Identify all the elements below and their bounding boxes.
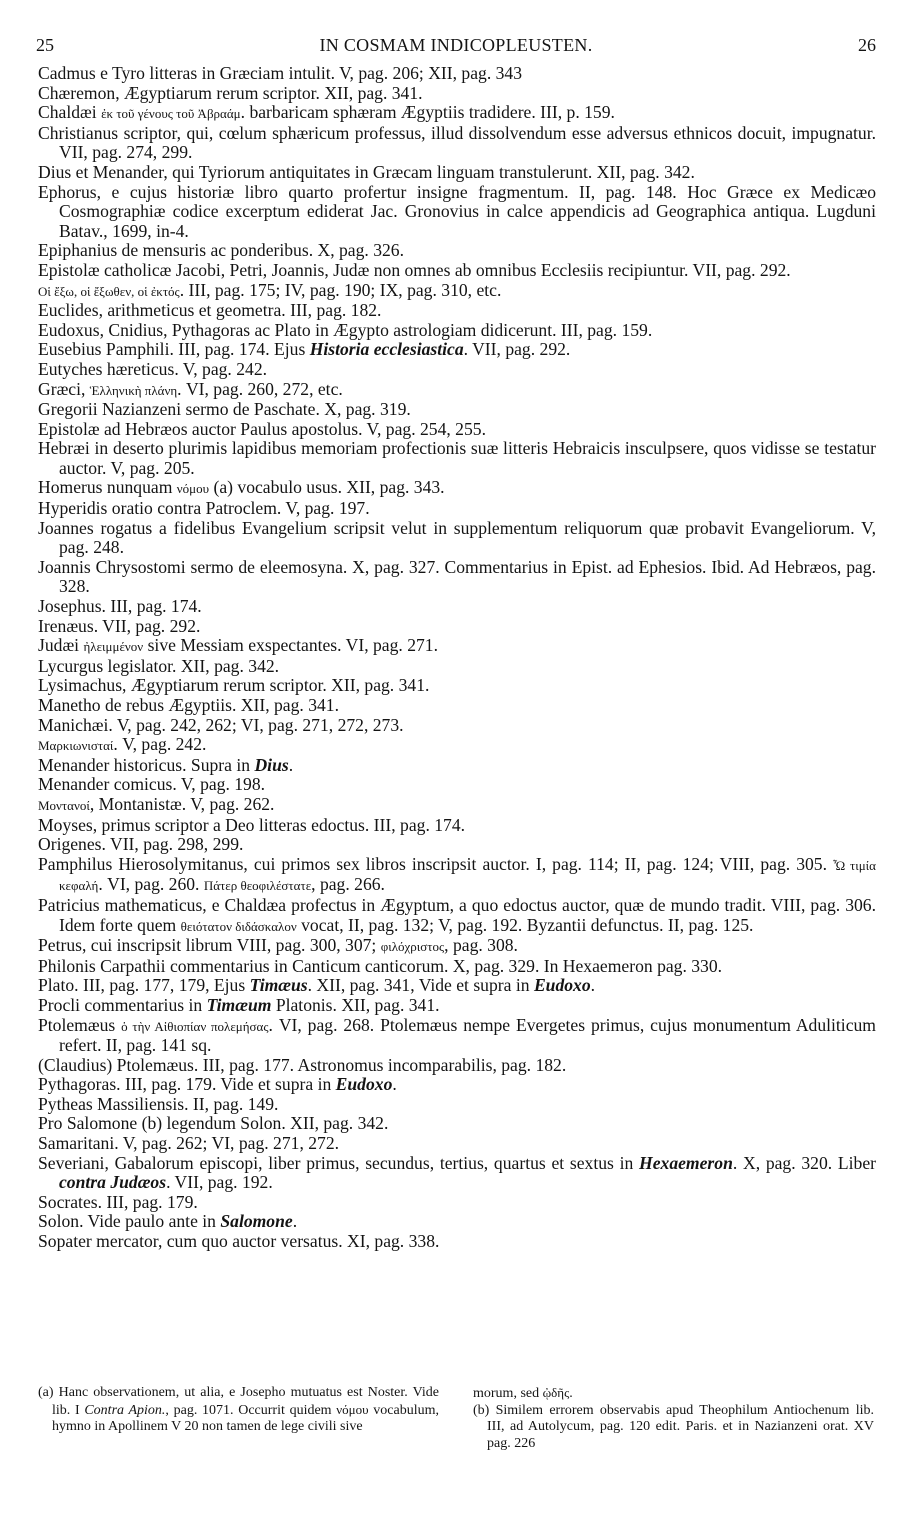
text-run: . barbaricam sphæram Ægyptiis tradidere. III, p. 159. xyxy=(240,102,615,123)
text-run: . xyxy=(590,975,596,996)
index-entry xyxy=(38,1212,876,1232)
index-entry xyxy=(38,1134,876,1154)
text-run: Gregorii Nazianzeni sermo de Paschate. X, pag. 319. xyxy=(38,399,411,420)
text-run: (a) Hanc observationem, ut alia, e Josepho mutuatus est Noster. Vide lib. I xyxy=(38,1385,439,1418)
text-run: vocabulum, hymno in Apollinem V 20 non tamen de lege civili sive xyxy=(52,1402,439,1435)
index-entry xyxy=(38,1193,876,1213)
italic-reference: contra Judæos xyxy=(59,1172,167,1193)
text-run: , Montanistæ. V, pag. 262. xyxy=(89,793,275,814)
italic-reference: Contra Apion. xyxy=(84,1402,166,1418)
index-entry xyxy=(38,439,876,478)
text-run: Homerus nunquam xyxy=(38,477,177,498)
text-run: , pag. 266. xyxy=(311,874,385,895)
greek-text: Οἱ ἔξω, οἱ ἔξωθεν, οἱ ἐκτός xyxy=(38,283,180,299)
text-run: Christianus scriptor, qui, cœlum sphæricum professus, illud dissolvendum esse adversus ethnicos docuit, impugnatur. VII, pag. 274, 299. xyxy=(38,122,876,163)
text-run: sive Messiam exspectantes. VI, pag. 271. xyxy=(143,635,438,656)
text-run: Joannes rogatus a fidelibus Evangelium scripsit velut in supplementum reliquorum quæ probavit Evangeliorum. V, pag. 248. xyxy=(38,517,876,558)
index-entry xyxy=(38,617,876,637)
text-run: . V, pag. 242. xyxy=(113,734,207,755)
index-entry xyxy=(38,657,876,677)
text-run: Eudoxus, Cnidius, Pythagoras ac Plato in Ægypto astrologiam didicerunt. III, pag. 159. xyxy=(38,319,653,340)
text-run: Moyses, primus scriptor a Deo litteras edoctus. III, pag. 174. xyxy=(38,814,466,835)
index-entry xyxy=(38,597,876,617)
text-run: Platonis. XII, pag. 341. xyxy=(271,994,440,1015)
index-entry xyxy=(38,936,876,957)
text-run: . III, pag. 175; IV, pag. 190; IX, pag. 310, etc. xyxy=(179,279,502,300)
text-run: , pag. 308. xyxy=(444,935,518,956)
text-run: Philonis Carpathii commentarius in Canticum canticorum. X, pag. 329. In Hexaemeron pag. 330. xyxy=(38,955,723,976)
text-run: Epiphanius de mensuris ac ponderibus. X, pag. 326. xyxy=(38,240,404,261)
text-run: vocat, II, pag. 132; V, pag. 192. Byzantii defunctus. II, pag. 125. xyxy=(296,914,754,935)
text-run: (b) Similem errorem observabis apud Theophilum Antiochenum lib. III, ad Autolycum, pag. 120 edit. Paris. et in Nazianzeni orat. XV pag. 226 xyxy=(473,1402,874,1451)
greek-text: νόμου xyxy=(336,1401,369,1417)
italic-reference: Timæum xyxy=(206,994,272,1015)
text-run: Menander historicus. Supra in xyxy=(38,754,255,775)
index-entry xyxy=(38,321,876,341)
text-run: Pamphilus Hierosolymitanus, cui primos sex libros inscripsit auctor. I, pag. 114; II, pag. 124; VIII, pag. 305. xyxy=(38,853,834,874)
index-entry xyxy=(38,957,876,977)
index-entry xyxy=(38,360,876,380)
text-run: Ephorus, e cujus historiæ libro quarto profertur insigne fragmentum. II, pag. 148. Hoc Græce ex Medicæo Cosmographiæ codice excerptum ediderat Jac. Gronovius in calce appendicis ad Geographica antiqua. Lugduni Batav., 1699, in-4. xyxy=(38,181,876,241)
text-run: Lysimachus, Ægyptiarum rerum scriptor. XII, pag. 341. xyxy=(38,675,430,696)
text-run: . xyxy=(569,1386,573,1401)
greek-text: ἠλειμμένον xyxy=(83,639,144,655)
index-entry xyxy=(38,1016,876,1056)
index-entry xyxy=(38,400,876,420)
greek-text: θειότατον διδάσκαλον xyxy=(180,918,297,934)
italic-reference: Dius xyxy=(254,754,289,775)
greek-text: ὁ τὴν Αἰθιοπίαν πολεμήσας xyxy=(121,1018,269,1034)
text-run: (Claudius) Ptolemæus. III, pag. 177. Astronomus incomparabilis, pag. 182. xyxy=(38,1054,567,1075)
text-run: Solon. Vide paulo ante in xyxy=(38,1211,221,1232)
footnote-paragraph xyxy=(473,1385,874,1403)
index-entry xyxy=(38,1232,876,1252)
footnotes-left-column xyxy=(38,1385,439,1452)
greek-text: νόμου xyxy=(176,481,210,497)
greek-text: ἐκ τοῦ γένους τοῦ Ἀβραάμ xyxy=(101,106,241,122)
index-entry xyxy=(38,1075,876,1095)
italic-reference: Timæus xyxy=(249,975,308,996)
text-run: Petrus, cui inscripsit librum VIII, pag. 300, 307; xyxy=(38,935,381,956)
text-run: . VI, pag. 268. Ptolemæus nempe Evergetes primus, cujus monumentum Aduliticum refert. II, pag. 141 sq. xyxy=(59,1014,876,1056)
text-run: Socrates. III, pag. 179. xyxy=(38,1191,198,1212)
index-entry xyxy=(38,183,876,242)
index-entry xyxy=(38,380,876,401)
text-run: Græci, xyxy=(38,378,90,399)
text-run: Pro Salomone (b) legendum Solon. XII, pag. 342. xyxy=(38,1113,389,1134)
text-run: . X, pag. 320. Liber xyxy=(732,1152,876,1173)
text-run: , pag. 1071. Occurrit quidem xyxy=(165,1402,337,1418)
text-run: Pythagoras. III, pag. 179. Vide et supra in xyxy=(38,1074,336,1095)
index-entry xyxy=(38,340,876,360)
index-entry xyxy=(38,519,876,558)
index-entry xyxy=(38,795,876,816)
text-run: morum, sed xyxy=(473,1386,543,1401)
text-run: Hebræi in deserto plurimis lapidibus memoriam profectionis suæ litteris Hebraicis insculpsere, quos vidisse se testatur auctor. V, pag. 205. xyxy=(38,438,876,478)
italic-reference: Salomone xyxy=(220,1211,293,1232)
index-entry xyxy=(38,103,876,124)
text-run: Chæremon, Ægyptiarum rerum scriptor. XII, pag. 341. xyxy=(38,82,423,103)
text-run: Patricius mathematicus, e Chaldæa profectus in Ægyptum, a quo edoctus auctor, quæ de mundo tradit. VIII, pag. 306. Idem forte quem xyxy=(38,894,876,935)
index-entry xyxy=(38,855,876,896)
text-run: Manichæi. V, pag. 242, 262; VI, pag. 271, 272, 273. xyxy=(38,714,404,735)
index-entry xyxy=(38,281,876,302)
text-run: . VII, pag. 192. xyxy=(166,1172,273,1193)
text-run: Sopater mercator, cum quo auctor versatus. XI, pag. 338. xyxy=(38,1231,440,1252)
text-run: Hyperidis oratio contra Patroclem. V, pag. 197. xyxy=(38,498,370,519)
index-entry xyxy=(38,816,876,836)
index-entry xyxy=(38,1095,876,1115)
text-run: . xyxy=(392,1074,397,1095)
greek-text: Ἑλληνικὴ πλάνη xyxy=(89,382,178,398)
index-entries xyxy=(38,64,876,1252)
greek-text: ᾠδῆς xyxy=(542,1385,570,1400)
text-run: Lycurgus legislator. XII, pag. 342. xyxy=(38,655,280,676)
italic-reference: Hexaemeron xyxy=(639,1152,733,1173)
greek-text: Μοντανοί xyxy=(38,797,90,813)
index-entry xyxy=(38,996,876,1016)
text-run: . xyxy=(292,1211,298,1232)
index-entry xyxy=(38,499,876,519)
index-entry xyxy=(38,775,876,795)
index-entry xyxy=(38,84,876,104)
greek-text: φιλόχριστος xyxy=(380,939,445,955)
index-entry xyxy=(38,716,876,736)
text-run: Epistolæ ad Hebræos auctor Paulus apostolus. V, pag. 254, 255. xyxy=(38,418,486,439)
text-run: Severiani, Gabalorum episcopi, liber primus, secundus, tertius, quartus et sextus in xyxy=(38,1152,640,1173)
text-run: Euclides, arithmeticus et geometra. III, pag. 182. xyxy=(38,300,382,321)
index-entry xyxy=(38,896,876,936)
index-entry xyxy=(38,420,876,440)
text-run: Plato. III, pag. 177, 179, Ejus xyxy=(38,975,250,996)
text-run: Chaldæi xyxy=(38,102,102,123)
index-entry xyxy=(38,301,876,321)
index-entry xyxy=(38,241,876,261)
text-run: . VI, pag. 260. xyxy=(98,874,204,895)
footnotes-right-column xyxy=(473,1385,874,1452)
greek-text: Μαρκιωνισταί xyxy=(38,738,114,754)
index-entry xyxy=(38,64,876,84)
text-run: Joannis Chrysostomi sermo de eleemosyna. X, pag. 327. Commentarius in Epist. ad Ephesios. Ibid. Ad Hebræos, pag. 328. xyxy=(38,556,876,597)
text-run: Samaritani. V, pag. 262; VI, pag. 271, 272. xyxy=(38,1133,340,1154)
text-run: Manetho de rebus Ægyptiis. XII, pag. 341. xyxy=(38,695,340,715)
index-entry xyxy=(38,696,876,716)
text-run: Ptolemæus xyxy=(38,1014,122,1035)
text-run: Eutyches hæreticus. V, pag. 242. xyxy=(38,358,268,379)
index-entry xyxy=(38,636,876,657)
left-page-number: 25 xyxy=(36,35,54,55)
index-entry xyxy=(38,1056,876,1076)
index-entry xyxy=(38,835,876,855)
text-run: . VI, pag. 260, 272, etc. xyxy=(177,378,343,399)
text-run: . xyxy=(288,754,294,775)
running-header xyxy=(36,35,876,59)
index-entry xyxy=(38,478,876,499)
footnote-paragraph xyxy=(38,1385,439,1436)
text-run: Judæi xyxy=(38,635,84,656)
text-run: Procli commentarius in xyxy=(38,994,207,1015)
greek-text: Πάτερ θεοφιλέστατε xyxy=(203,878,312,894)
footnotes xyxy=(38,1385,874,1452)
text-run: Josephus. III, pag. 174. xyxy=(38,596,202,617)
index-entry xyxy=(38,261,876,281)
index-entry xyxy=(38,124,876,163)
index-entry xyxy=(38,1154,876,1193)
footnote-paragraph xyxy=(473,1403,874,1453)
index-entry xyxy=(38,558,876,597)
text-run: Cadmus e Tyro litteras in Græciam intulit. V, pag. 206; XII, pag. 343 xyxy=(38,63,523,83)
text-run: Epistolæ catholicæ Jacobi, Petri, Joannis, Judæ non omnes ab omnibus Ecclesiis recipiuntur. VII, pag. 292. xyxy=(38,259,791,280)
index-entry xyxy=(38,735,876,756)
index-entry xyxy=(38,756,876,776)
right-page-number: 26 xyxy=(858,35,876,55)
text-run: . VII, pag. 292. xyxy=(463,339,571,360)
running-title: IN COSMAM INDICOPLEUSTEN. xyxy=(319,35,593,55)
text-run: (a) vocabulo usus. XII, pag. 343. xyxy=(209,477,445,498)
index-entry xyxy=(38,1114,876,1134)
greek-text: Ὦ τιμία κεφαλή xyxy=(59,857,876,894)
italic-reference: Historia ecclesiastica xyxy=(309,339,464,360)
text-run: Eusebius Pamphili. III, pag. 174. Ejus xyxy=(38,339,310,360)
text-run: Dius et Menander, qui Tyriorum antiquitates in Græcam linguam transtulerunt. XII, pag. 342. xyxy=(38,161,695,182)
index-entry xyxy=(38,676,876,696)
text-run: . XII, pag. 341, Vide et supra in xyxy=(307,975,534,996)
text-run: Irenæus. VII, pag. 292. xyxy=(38,615,201,636)
text-run: Pytheas Massiliensis. II, pag. 149. xyxy=(38,1093,279,1114)
italic-reference: Eudoxo xyxy=(533,975,591,996)
index-entry xyxy=(38,976,876,996)
text-run: Origenes. VII, pag. 298, 299. xyxy=(38,834,244,855)
index-entry xyxy=(38,163,876,183)
text-run: Menander comicus. V, pag. 198. xyxy=(38,774,266,795)
italic-reference: Eudoxo xyxy=(335,1074,393,1095)
